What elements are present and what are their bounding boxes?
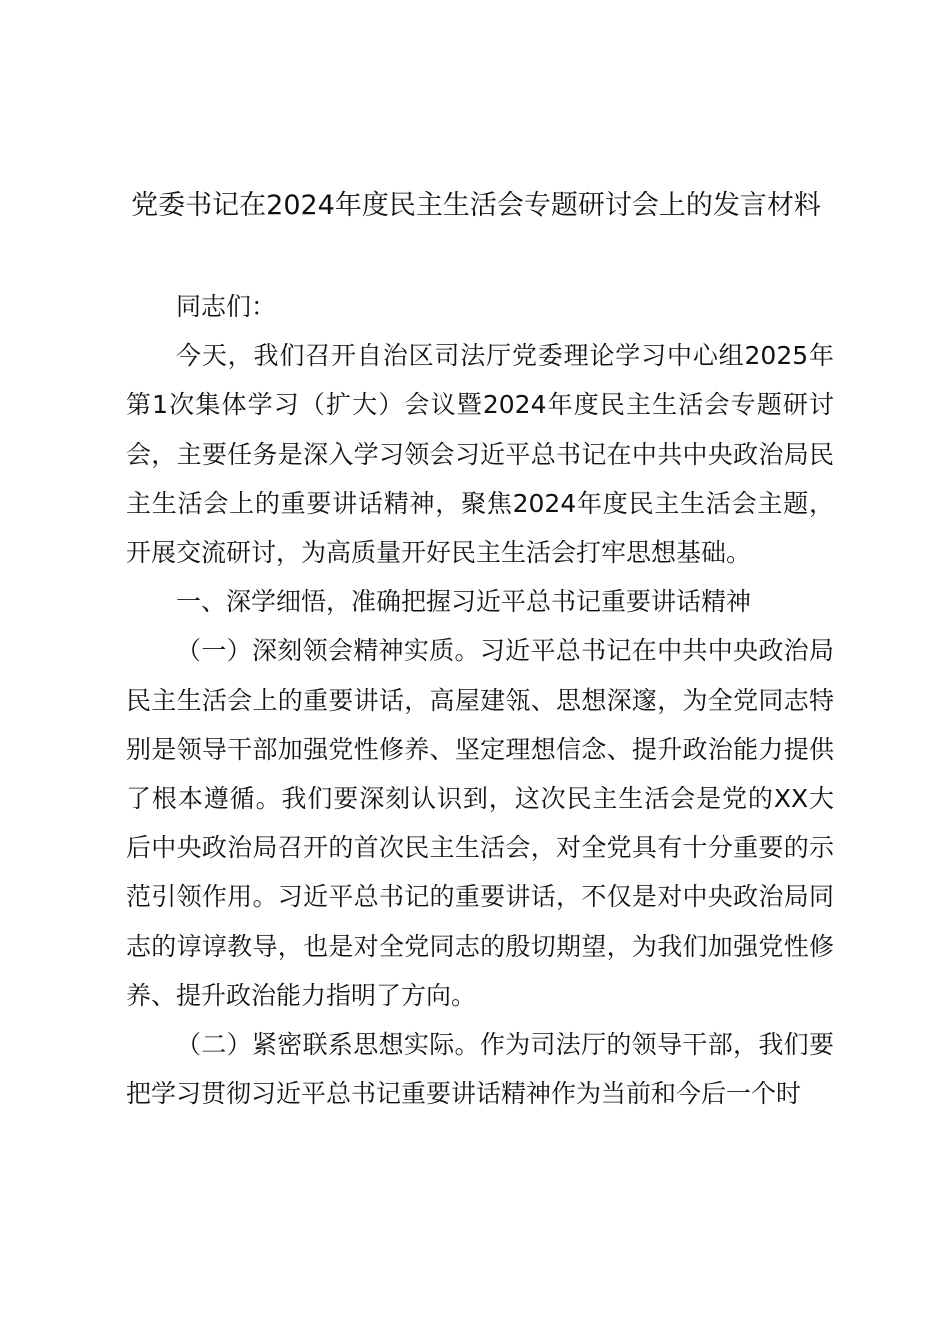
document-title: 党委书记在2024年度民主生活会专题研讨会上的发言材料 [131, 190, 821, 221]
paragraph-subsection-2: （二）紧密联系思想实际。作为司法厅的领导干部，我们要把学习贯彻习近平总书记重要讲话精神作为当前和今后一个时 [126, 1030, 834, 1109]
greeting: 同志们： [176, 292, 277, 321]
document-body [126, 282, 834, 1118]
section-heading-1: 一、深学细悟，准确把握习近平总书记重要讲话精神 [176, 587, 752, 617]
paragraph-subsection-1: （一）深刻领会精神实质。习近平总书记在中共中央政治局民主生活会上的重要讲话，高屋建瓴、思想深邃，为全党同志特别是领导干部加强党性修养、坚定理想信念、提升政治能力提供了根本遵循。我们要深刻认识到，这次民主生活会是党的XX大后中央政治局召开的首次民主生活会，对全党具有十分重要的示范引领作用。习近平总书记的重要讲话，不仅是对中央政治局同志的谆谆教导，也是对全党同志的殷切期望，为我们加强党性修养、提升政治能力指明了方向。 [126, 636, 834, 1010]
paragraph-intro: 今天，我们召开自治区司法厅党委理论学习中心组2025年第1次集体学习（扩大）会议暨2024年度民主生活会专题研讨会，主要任务是深入学习领会习近平总书记在中共中央政治局民主生活会上的重要讲话精神，聚焦2024年度民主生活会主题，开展交流研讨，为高质量开好民主生活会打牢思想基础。 [126, 341, 834, 568]
